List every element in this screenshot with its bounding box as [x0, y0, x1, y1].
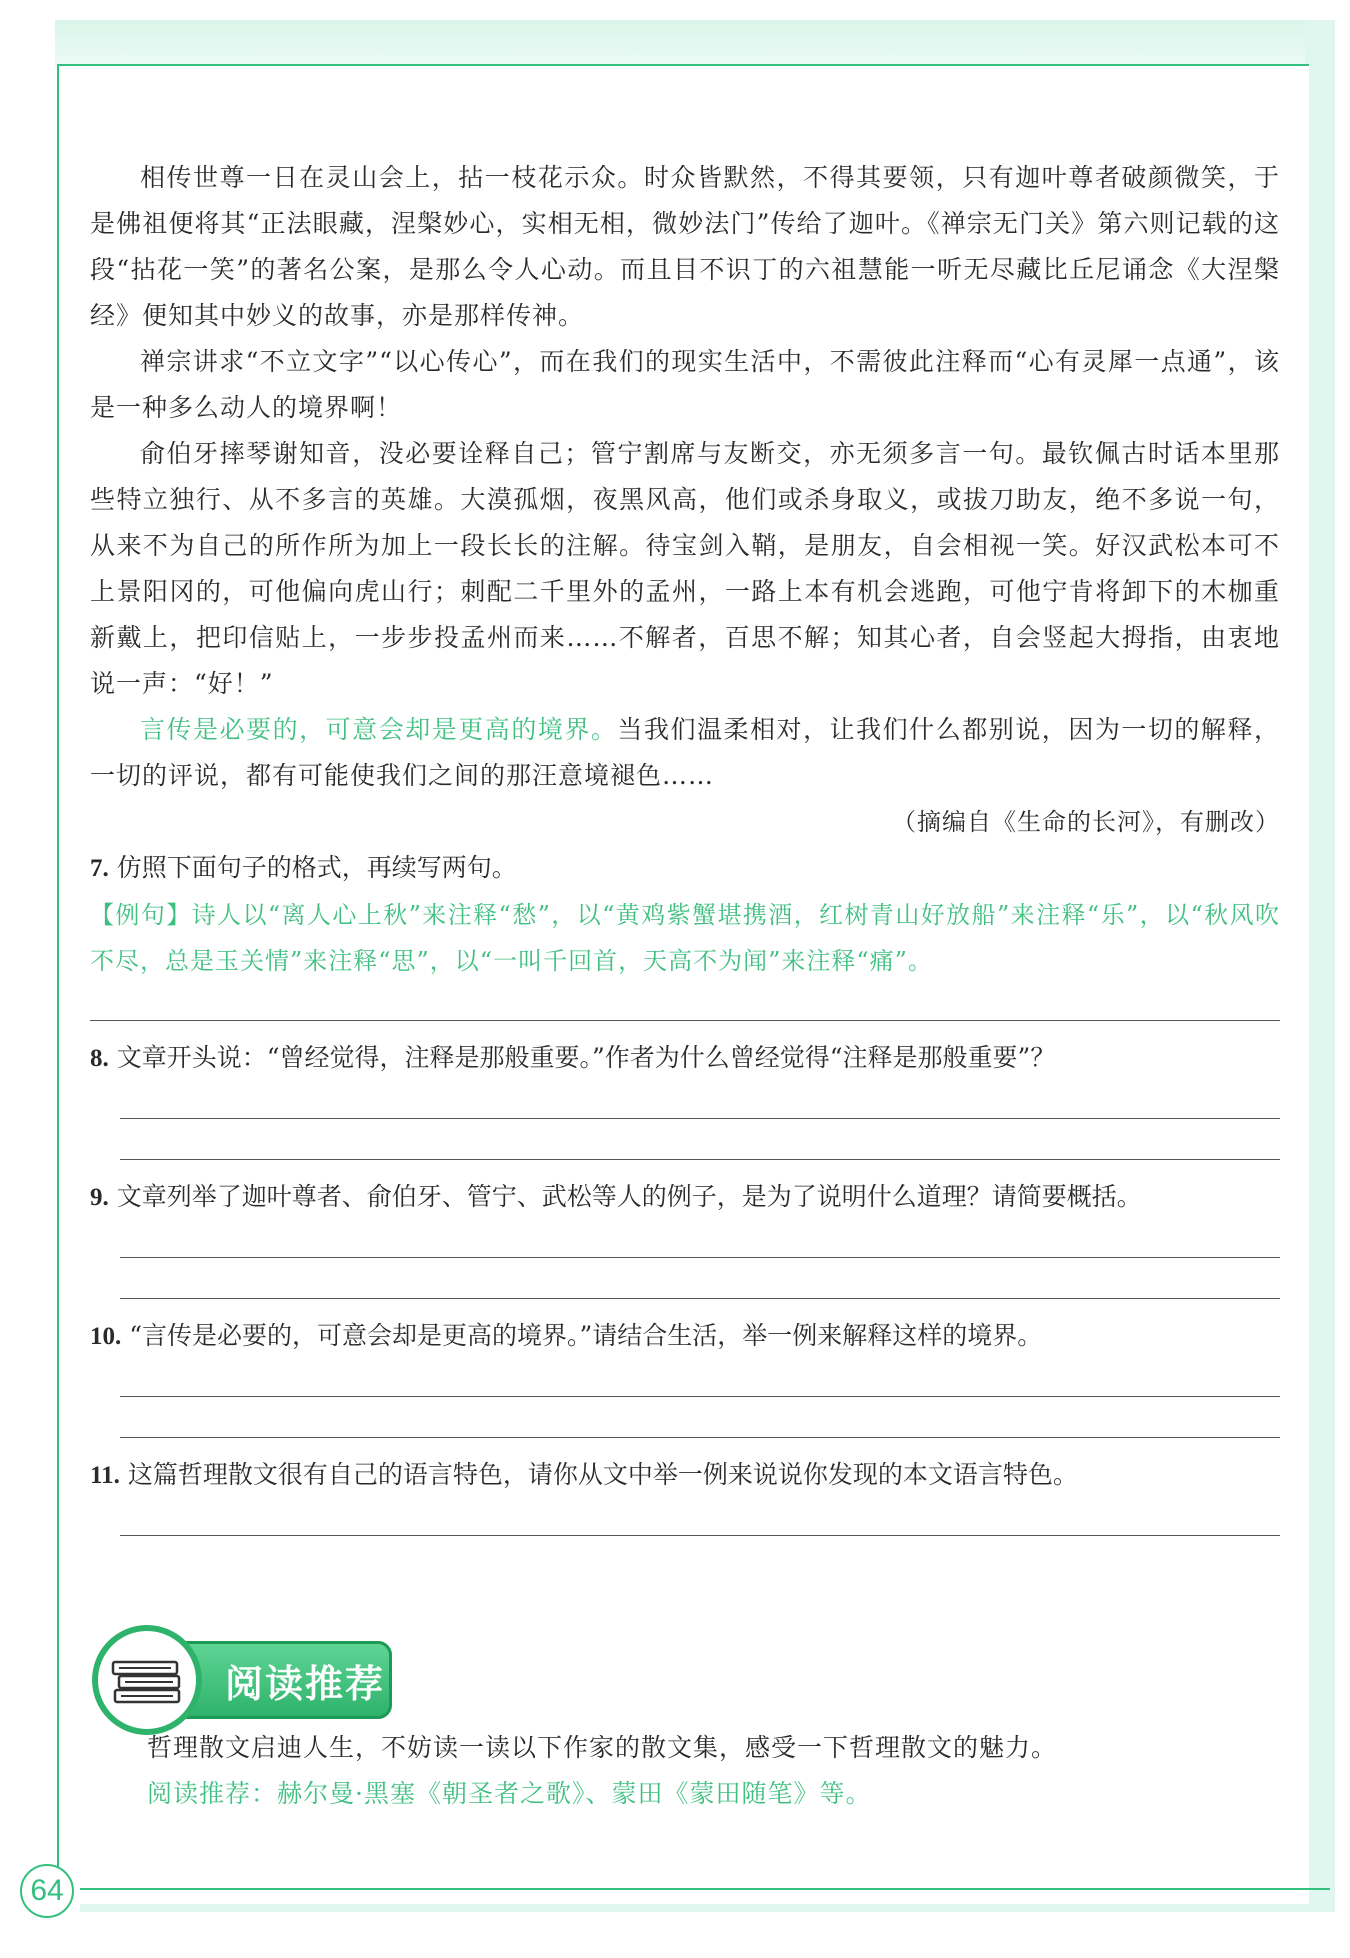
frame-right-band — [1305, 20, 1335, 1910]
page-number: 64 — [20, 1864, 74, 1918]
question-7 — [90, 845, 1280, 892]
passage-paragraph-2: 禅宗讲求“不立文字”“以心传心”，而在我们的现实生活中，不需彼此注释而“心有灵犀一点通”，该是一种多么动人的境界啊！ — [90, 347, 1280, 422]
passage-and-questions — [90, 155, 1280, 1536]
question-11 — [90, 1452, 1280, 1499]
question-text: 仿照下面句子的格式，再续写两句。 — [116, 853, 517, 882]
question-number: 8. — [90, 1045, 109, 1072]
recommendation-intro: 哲理散文启迪人生，不妨读一读以下作家的散文集，感受一下哲理散文的魅力。 — [147, 1733, 1058, 1762]
question-number: 9. — [90, 1184, 109, 1211]
example-sentence: 【例句】诗人以“离人心上秋”来注释“愁”，以“黄鸡紫蟹堪携酒，红树青山好放船”来注释“乐”，以“秋风吹不尽，总是玉关情”来注释“思”，以“一叫千回首，天高不为闻”来注释“痛”。 — [90, 901, 1280, 975]
passage-paragraph-4 — [90, 707, 1280, 799]
question-number: 7. — [90, 855, 109, 882]
recommendation-list: 阅读推荐：赫尔曼·黑塞《朝圣者之歌》、蒙田《蒙田随笔》等。 — [147, 1779, 872, 1808]
recommendation-text — [147, 1725, 1297, 1817]
question-10 — [90, 1313, 1280, 1360]
question-9 — [90, 1174, 1280, 1221]
frame-bottom-line — [80, 1888, 1330, 1890]
passage-source: （摘编自《生命的长河》，有删改） — [892, 808, 1280, 836]
frame-top-band — [55, 20, 1335, 68]
question-text: 文章列举了迦叶尊者、俞伯牙、管宁、武松等人的例子，是为了说明什么道理？请简要概括。 — [116, 1182, 1142, 1211]
question-text: 这篇哲理散文很有自己的语言特色，请你从文中举一例来说说你发现的本文语言特色。 — [127, 1460, 1078, 1489]
passage-paragraph-3: 俞伯牙摔琴谢知音，没必要诠释自己；管宁割席与友断交，亦无须多言一句。最钦佩古时话本里那些特立独行、从不多言的英雄。大漠孤烟，夜黑风高，他们或杀身取义，或拔刀助友，绝不多说一句，从来不为自己的所作所为加上一段长长的注解。待宝剑入鞘，是朋友，自会相视一笑。好汉武松本可不上景阳冈的，可他偏向虎山行；刺配二千里外的孟州，一路上本有机会逃跑，可他宁肯将卸下的木枷重新戴上，把印信贴上，一步步投孟州而来……不解者，百思不解；知其心者，自会竖起大拇指，由衷地说一声：“好！” — [90, 439, 1280, 698]
question-number: 10. — [90, 1323, 122, 1350]
question-number: 11. — [90, 1462, 120, 1489]
question-text: 文章开头说：“曾经觉得，注释是那般重要。”作者为什么曾经觉得“注释是那般重要”？ — [116, 1043, 1056, 1072]
banner-title: 阅读推荐 — [162, 1641, 392, 1719]
passage-paragraph-1: 相传世尊一日在灵山会上，拈一枝花示众。时众皆默然，不得其要领，只有迦叶尊者破颜微笑，于是佛祖便将其“正法眼藏，涅槃妙心，实相无相，微妙法门”传给了迦叶。《禅宗无门关》第六则记载的这段“拈花一笑”的著名公案，是那么令人心动。而且目不识丁的六祖慧能一听无尽藏比丘尼诵念《大涅槃经》便知其中妙义的故事，亦是那样传神。 — [90, 163, 1280, 330]
highlighted-sentence: 言传是必要的，可意会却是更高的境界。 — [140, 715, 618, 744]
answer-line[interactable] — [120, 1535, 1280, 1536]
reading-recommendation-banner — [92, 1625, 402, 1735]
books-icon — [92, 1625, 202, 1735]
paragraph-4-rest: 当我们温柔相对，让我们什么都别说，因为一切的解释，一切的评说，都有可能使我们之间的那汪意境褪色…… — [90, 715, 1280, 790]
question-text: “言传是必要的，可意会却是更高的境界。”请结合生活，举一例来解释这样的境界。 — [129, 1321, 1043, 1350]
question-8 — [90, 1035, 1280, 1082]
